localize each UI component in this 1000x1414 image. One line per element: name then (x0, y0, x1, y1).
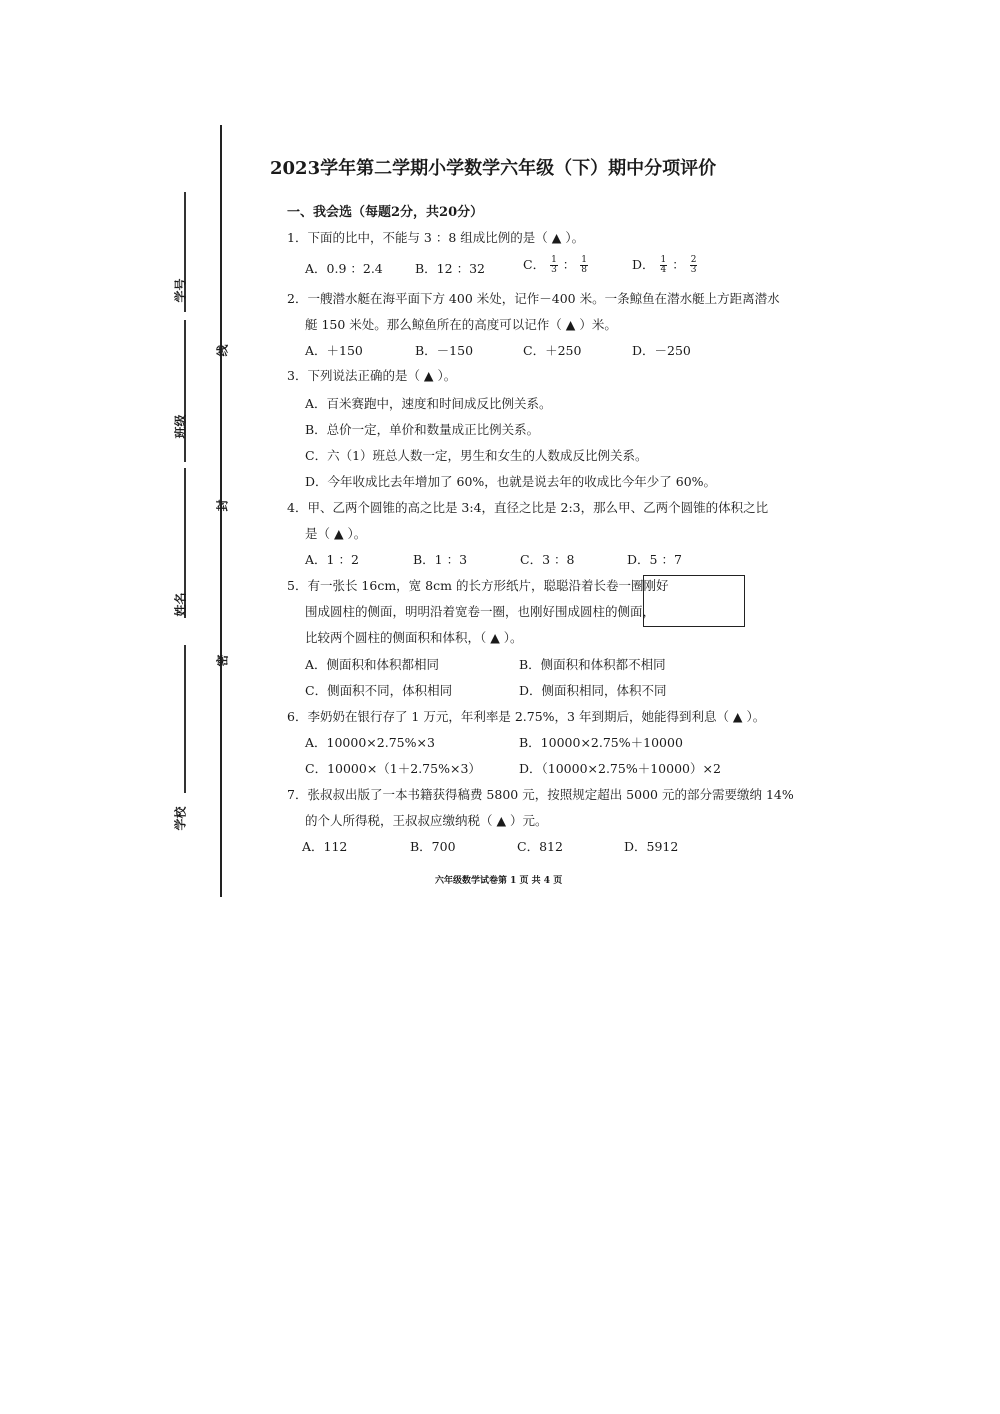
q4-option-b: B．1 ：3 (413, 552, 468, 567)
q1-option-c-prefix: C． (523, 257, 546, 272)
exam-title: 2023学年第二学期小学数学六年级（下）期中分项评价 (270, 158, 717, 179)
section-1-heading: 一、我会选（每题2分，共20分） (287, 205, 484, 220)
fraction-denominator: 3 (551, 265, 557, 275)
fraction-numerator: 1 (660, 255, 667, 265)
fraction (550, 256, 558, 275)
q3-option-b: B．总价一定，单价和数量成正比例关系。 (305, 422, 540, 437)
q2-option-a: A．＋150 (305, 343, 363, 358)
school-fill-line (184, 645, 186, 793)
fraction (690, 256, 698, 275)
q1-option-d (632, 255, 698, 275)
q2-stem-line-2: 艇 150 米处。那么鲸鱼所在的高度可以记作（ ▲ ）米。 (305, 317, 617, 332)
seal-char-feng: 封 (215, 499, 230, 512)
q3-option-a: A．百米赛跑中，速度和时间成反比例关系。 (305, 396, 552, 411)
q1-option-a: A．0.9 ：2.4 (305, 261, 383, 276)
q4-stem-line-2: 是（ ▲ ）。 (305, 526, 367, 541)
q3-stem: 3．下列说法正确的是（ ▲ ）。 (287, 368, 457, 383)
seal-char-xian: 线 (215, 344, 230, 357)
ratio-sep: ： (562, 257, 576, 272)
q4-stem-line-1: 4．甲、乙两个圆锥的高之比是 3:4，直径之比是 2:3，那么甲、乙两个圆锥的体积之比 (287, 500, 769, 515)
q5-stem-line-1: 5．有一张长 16cm，宽 8cm 的长方形纸片，聪聪沿着长卷一圈刚好 (287, 578, 669, 593)
q7-option-d: D．5912 (624, 839, 679, 854)
class-fill-line (184, 320, 186, 462)
fraction (580, 256, 588, 275)
q5-stem-line-3: 比较两个圆柱的侧面积和体积，（ ▲ ）。 (305, 630, 523, 645)
seal-char-mi: 密 (215, 654, 230, 667)
q5-option-d: D．侧面积相同，体积不同 (519, 683, 667, 698)
fraction (660, 256, 668, 275)
q7-stem-line-1: 7．张叔叔出版了一本书籍获得稿费 5800 元，按照规定超出 5000 元的部分需要缴纳 14% (287, 787, 794, 802)
fraction-numerator: 1 (581, 255, 588, 265)
fraction-denominator: 3 (690, 265, 697, 275)
q2-option-b: B．－150 (415, 343, 474, 358)
fraction-numerator: 2 (690, 255, 697, 265)
q6-option-b: B．10000×2.75%＋10000 (519, 735, 683, 750)
q4-option-d: D．5 ：7 (627, 552, 682, 567)
name-label: 姓名 (173, 592, 188, 617)
q5-option-a: A．侧面积和体积都相同 (305, 657, 440, 672)
q7-stem-line-2: 的个人所得税，王叔叔应缴纳税（ ▲ ）元。 (305, 813, 548, 828)
class-label: 班级 (173, 414, 188, 439)
fraction-denominator: 8 (581, 265, 588, 275)
q3-option-c: C．六（1）班总人数一定，男生和女生的人数成反比例关系。 (305, 448, 648, 463)
q4-option-a: A．1 ：2 (305, 552, 359, 567)
q3-option-d: D．今年收成比去年增加了 60%，也就是说去年的收成比今年少了 60%。 (305, 474, 717, 489)
ratio-sep: ： (672, 257, 685, 272)
q2-option-c: C．＋250 (523, 343, 582, 358)
q6-stem: 6．李奶奶在银行存了 1 万元，年利率是 2.75%，3 年到期后，她能得到利息（ ▲ ）。 (287, 709, 766, 724)
q5-option-b: B．侧面积和体积都不相同 (519, 657, 666, 672)
q5-option-c: C．侧面积不同，体积相同 (305, 683, 453, 698)
q1-option-c (523, 255, 589, 275)
q7-option-a: A．112 (302, 839, 348, 854)
paper-rectangle-figure (643, 575, 745, 627)
fraction-denominator: 4 (660, 265, 667, 275)
q2-option-d: D．－250 (632, 343, 691, 358)
q6-option-d: D．（10000×2.75%＋10000）×2 (519, 761, 721, 776)
school-label: 学校 (173, 806, 188, 831)
q7-option-c: C．812 (517, 839, 563, 854)
fraction-numerator: 1 (551, 255, 557, 265)
q1-option-b: B．12 ：32 (415, 261, 485, 276)
q6-option-a: A．10000×2.75%×3 (305, 735, 435, 750)
page-footer: 六年级数学试卷第 1 页 共 4 页 (435, 876, 563, 886)
q6-option-c: C．10000×（1＋2.75%×3） (305, 761, 481, 776)
q1-option-d-prefix: D． (632, 257, 655, 272)
q7-option-b: B．700 (410, 839, 456, 854)
q2-stem-line-1: 2．一艘潜水艇在海平面下方 400 米处，记作－400 米。一条鲸鱼在潜水艇上方距离潜水 (287, 291, 780, 306)
q4-option-c: C．3 ：8 (520, 552, 575, 567)
student-id-label: 学号 (173, 278, 188, 303)
q1-stem: 1．下面的比中，不能与 3 ：8 组成比例的是（ ▲ ）。 (287, 230, 585, 245)
q5-stem-line-2: 围成圆柱的侧面，明明沿着宽卷一圈，也刚好围成圆柱的侧面， (305, 604, 656, 619)
